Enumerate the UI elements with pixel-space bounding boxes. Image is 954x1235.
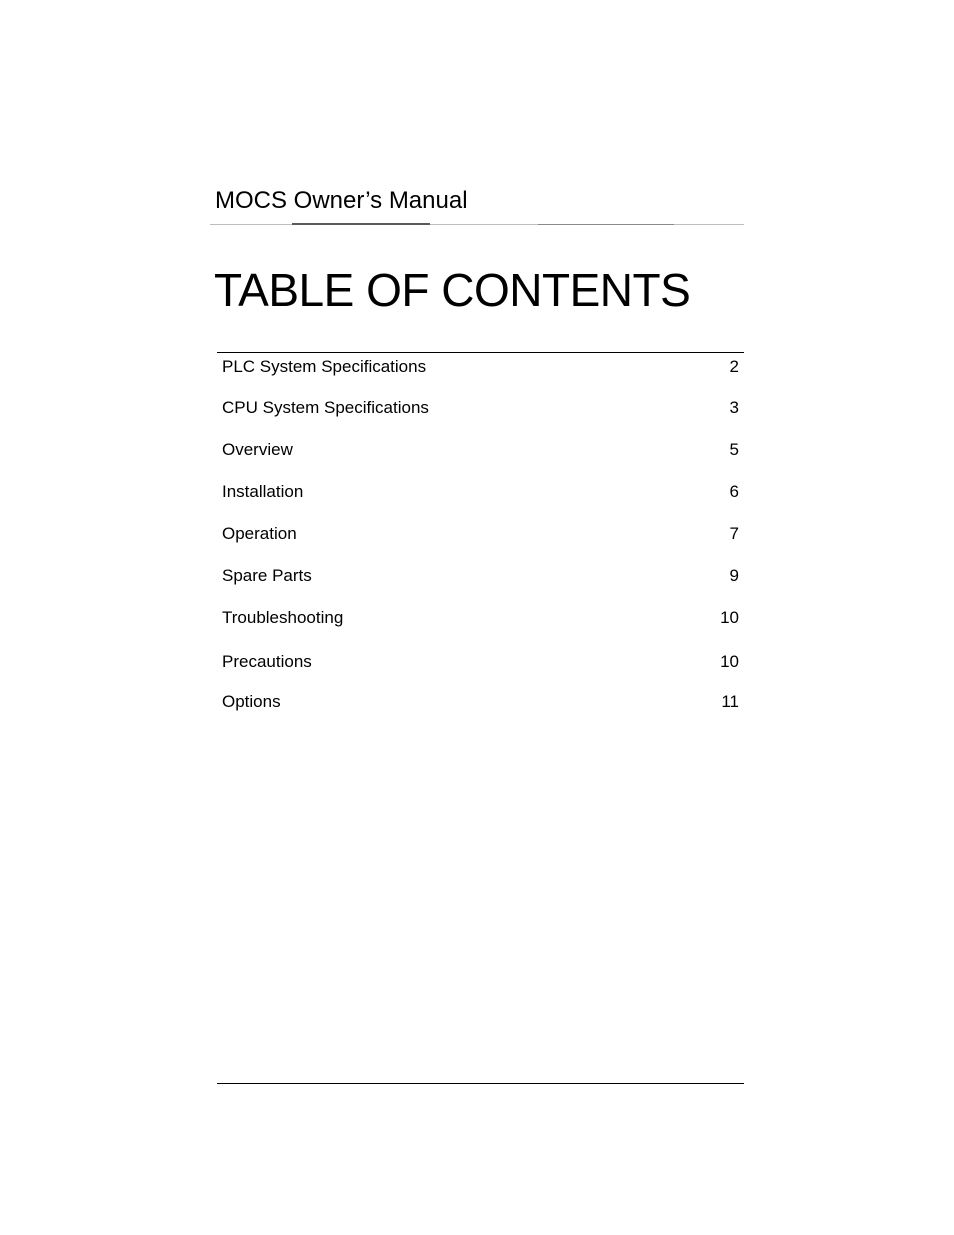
toc-entry-label: Spare Parts: [222, 566, 312, 585]
toc-entry[interactable]: [222, 690, 740, 714]
toc-entry-page: 10: [720, 608, 739, 627]
toc-entry-label: Options: [222, 692, 281, 711]
toc-entry[interactable]: [222, 438, 740, 462]
toc-entry[interactable]: [222, 480, 740, 504]
toc-entry-label: PLC System Specifications: [222, 357, 427, 376]
toc-entry[interactable]: [222, 396, 740, 420]
footer-divider: [217, 1083, 744, 1084]
toc-entry-page: 6: [729, 482, 739, 501]
toc-entry-label: Overview: [222, 440, 293, 459]
toc-entry-label: Operation: [222, 524, 297, 543]
toc-entry-label: CPU System Specifications: [222, 398, 429, 417]
toc-entry[interactable]: [222, 522, 740, 546]
toc-entry-page: 11: [721, 692, 739, 711]
toc-entry-page: 2: [729, 357, 739, 376]
toc-entry-page: 7: [729, 524, 739, 543]
toc-entry-label: Installation: [222, 482, 304, 501]
table-of-contents: [222, 0, 740, 1235]
toc-entry-page: 10: [720, 652, 739, 671]
toc-entry-label: Precautions: [222, 652, 312, 671]
toc-entry[interactable]: [222, 355, 740, 379]
toc-entry[interactable]: [222, 650, 740, 674]
toc-entry-page: 9: [729, 566, 739, 585]
toc-entry[interactable]: [222, 564, 740, 588]
manual-title: MOCS Owner’s Manual: [215, 187, 468, 214]
toc-entry-page: 3: [729, 398, 739, 417]
toc-entry-label: Troubleshooting: [222, 608, 344, 627]
toc-entry[interactable]: [222, 606, 740, 630]
page-title: TABLE OF CONTENTS: [214, 264, 691, 316]
toc-entry-page: 5: [729, 440, 739, 459]
